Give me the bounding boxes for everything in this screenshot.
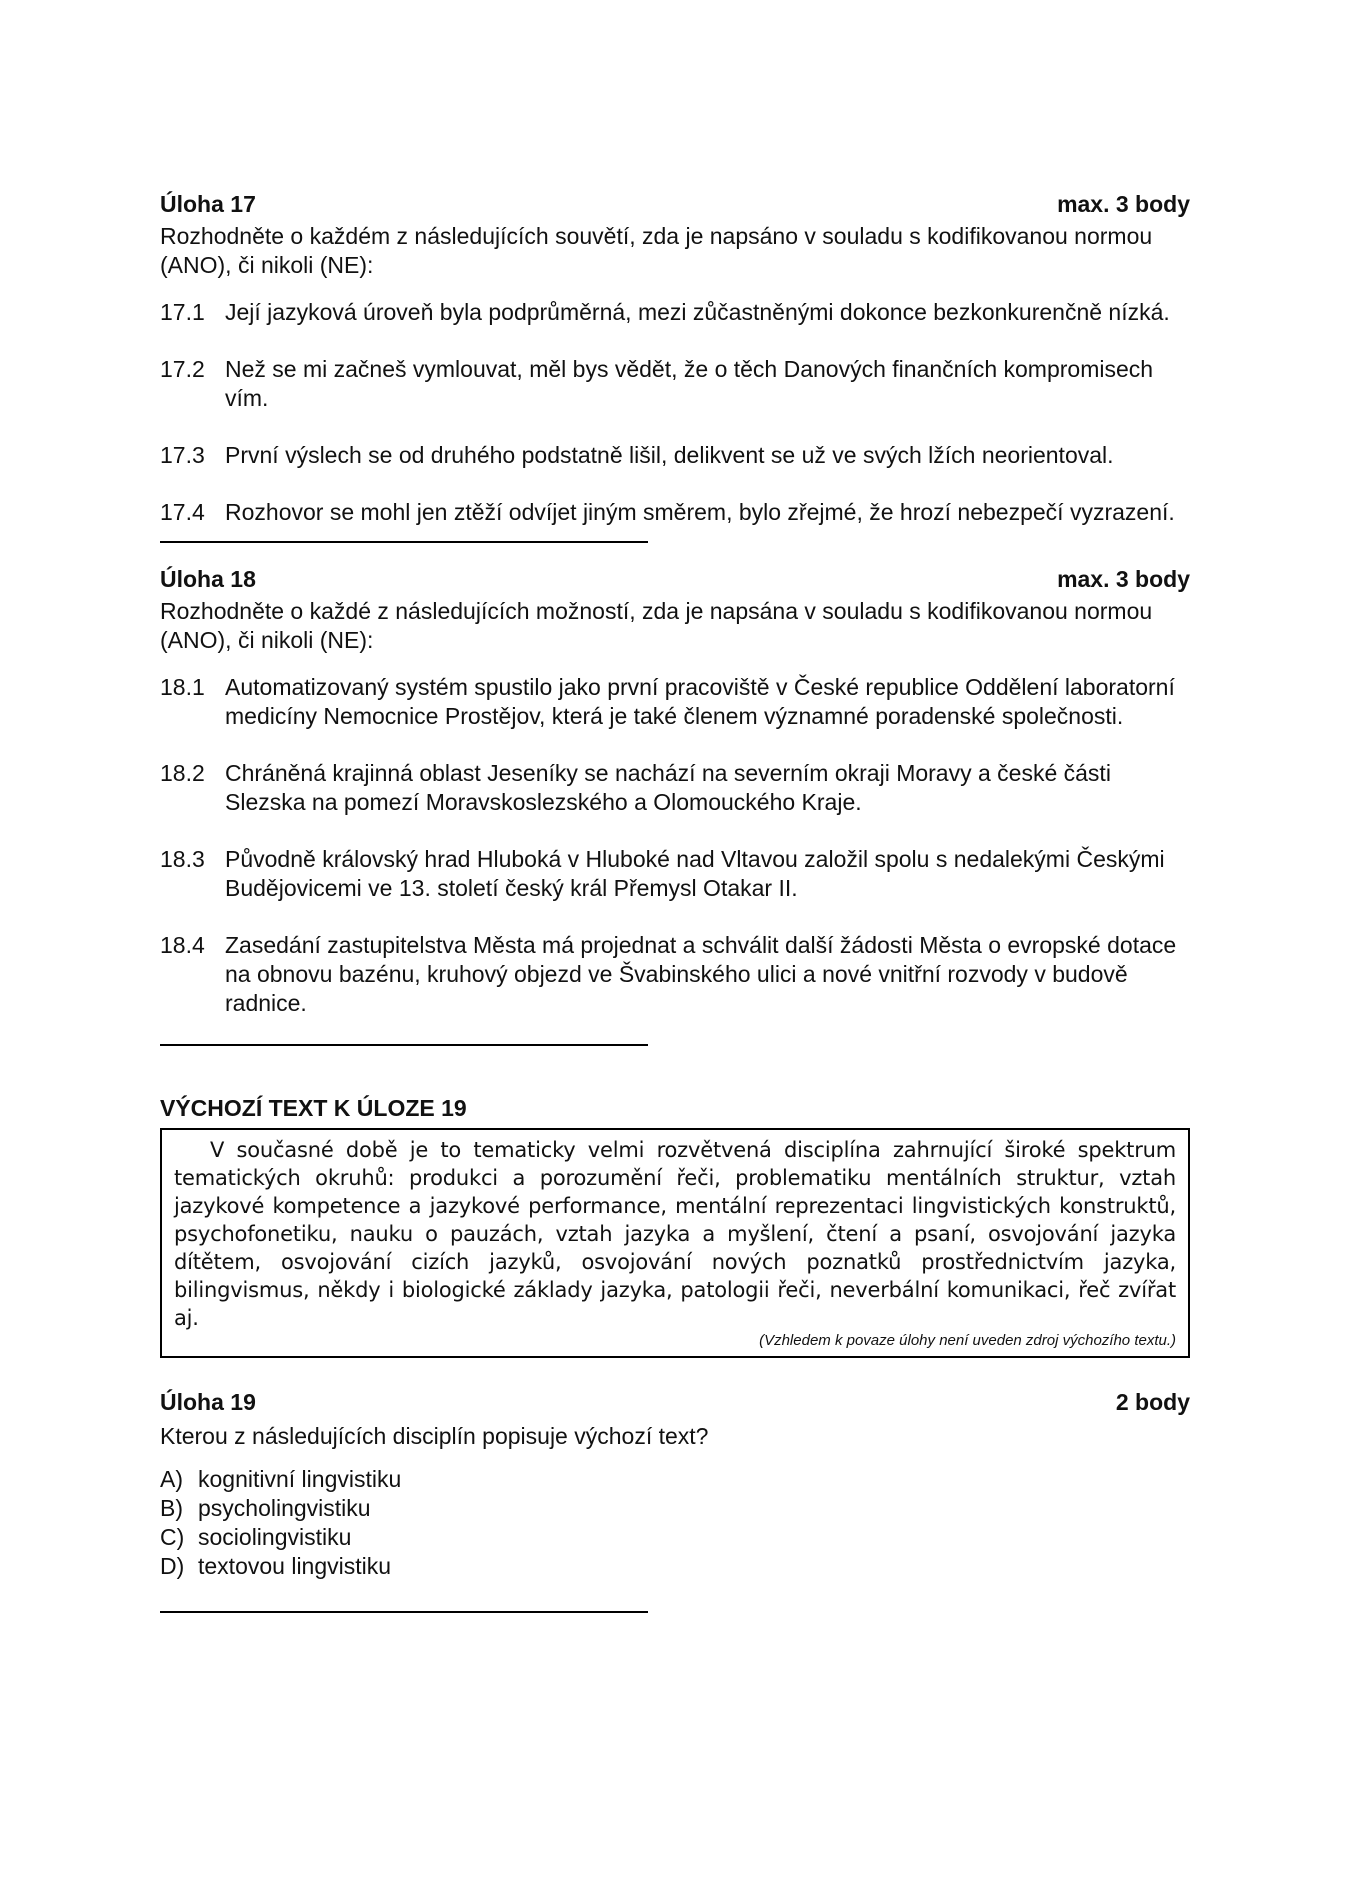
exam-page — [160, 190, 1190, 1613]
item-number: 18.4 — [160, 932, 205, 958]
answer-option-d — [160, 1552, 1190, 1581]
item-number: 18.2 — [160, 760, 205, 786]
task-18 — [160, 565, 1190, 1018]
source-text-box — [160, 1128, 1190, 1358]
task-17 — [160, 190, 1190, 527]
section-divider — [160, 1044, 648, 1046]
item-number: 18.1 — [160, 674, 205, 700]
task-17-item — [160, 355, 1190, 413]
option-label: A) — [160, 1466, 183, 1492]
task-18-item — [160, 673, 1190, 731]
item-text: Rozhovor se mohl jen ztěží odvíjet jiným směrem, bylo zřejmé, že hrozí nebezpečí vyzrazení. — [225, 499, 1175, 525]
source-text-body: V současné době je to tematicky velmi rozvětvená disciplína zahrnující široké spektrum tematických okruhů: produkci a porozumění řeči, problematiku mentálních struktur, vztah jazykové kompetence a jazykové performance, mentální reprezentaci lingvistických konstruktů, psychofonetiku, nauku o pauzách, vztah jazyka a myšlení, čtení a psaní, osvojování jazyka dítětem, osvojování cizích jazyků, osvojování nových poznatků prostřednictvím jazyka, bilingvismus, někdy i biologické základy jazyka, patologii řeči, neverbální komunikaci, řeč zvířat aj. — [174, 1138, 1176, 1330]
task-18-item — [160, 931, 1190, 1018]
task-19-question: Kterou z následujících disciplín popisuje výchozí text? — [160, 1423, 709, 1449]
source-text-heading: VÝCHOZÍ TEXT K ÚLOZE 19 — [160, 1095, 467, 1121]
task-18-item — [160, 845, 1190, 903]
option-text: textovou lingvistiku — [198, 1553, 392, 1579]
item-text: Původně královský hrad Hluboká v Hluboké nad Vltavou založil spolu s nedalekými Českými Budějovicemi ve 13. století český král Přemysl Otakar II. — [225, 846, 1165, 901]
item-number: 17.2 — [160, 356, 205, 382]
option-text: psycholingvistiku — [198, 1495, 371, 1521]
task-17-item — [160, 298, 1190, 327]
option-label: B) — [160, 1495, 183, 1521]
task-17-item — [160, 498, 1190, 527]
item-number: 17.1 — [160, 299, 205, 325]
answer-option-c — [160, 1523, 1190, 1552]
option-label: C) — [160, 1524, 185, 1550]
item-number: 17.3 — [160, 442, 205, 468]
answer-option-b — [160, 1494, 1190, 1523]
source-note: (Vzhledem k povaze úlohy není uveden zdroj výchozího textu.) — [759, 1332, 1176, 1349]
task-18-instruction: Rozhodněte o každé z následujících možností, zda je napsána v souladu s kodifikovanou normou (ANO), či nikoli (NE): — [160, 598, 1153, 653]
task-19-title: Úloha 19 — [160, 1389, 256, 1415]
source-text-section — [160, 1094, 1190, 1358]
task-19 — [160, 1388, 1190, 1581]
task-18-item — [160, 759, 1190, 817]
task-19-header — [160, 1388, 1190, 1416]
option-text: sociolingvistiku — [198, 1524, 352, 1550]
section-divider — [160, 541, 648, 543]
task-18-points: max. 3 body — [1057, 566, 1190, 592]
task-17-title: Úloha 17 — [160, 191, 256, 217]
task-17-instruction: Rozhodněte o každém z následujících souvětí, zda je napsáno v souladu s kodifikovanou normou (ANO), či nikoli (NE): — [160, 223, 1153, 278]
item-text: První výslech se od druhého podstatně lišil, delikvent se už ve svých lžích neorientoval. — [225, 442, 1114, 468]
item-text: Chráněná krajinná oblast Jeseníky se nachází na severním okraji Moravy a české části Slezska na pomezí Moravskoslezského a Olomouckého Kraje. — [225, 760, 1111, 815]
task-18-title: Úloha 18 — [160, 566, 256, 592]
item-text: Zasedání zastupitelstva Města má projednat a schválit další žádosti Města o evropské dotace na obnovu bazénu, kruhový objezd ve Švabinského ulici a nové vnitřní rozvody v budově radnice. — [225, 932, 1177, 1016]
item-text: Automatizovaný systém spustilo jako první pracoviště v České republice Oddělení laboratorní medicíny Nemocnice Prostějov, která je také členem významné poradenské společnosti. — [225, 674, 1175, 729]
task-17-points: max. 3 body — [1057, 191, 1190, 217]
task-18-header — [160, 565, 1190, 593]
task-17-header — [160, 190, 1190, 218]
option-text: kognitivní lingvistiku — [198, 1466, 402, 1492]
task-19-points: 2 body — [1115, 1389, 1190, 1415]
task-17-item — [160, 441, 1190, 470]
item-number: 17.4 — [160, 499, 205, 525]
item-number: 18.3 — [160, 846, 205, 872]
item-text: Její jazyková úroveň byla podprůměrná, mezi zůčastněnými dokonce bezkonkurenčně nízká. — [225, 299, 1170, 325]
item-text: Než se mi začneš vymlouvat, měl bys vědět, že o těch Danových finančních kompromisech vím. — [225, 356, 1154, 411]
option-label: D) — [160, 1553, 185, 1579]
answer-option-a — [160, 1465, 1190, 1494]
section-divider — [160, 1611, 648, 1613]
